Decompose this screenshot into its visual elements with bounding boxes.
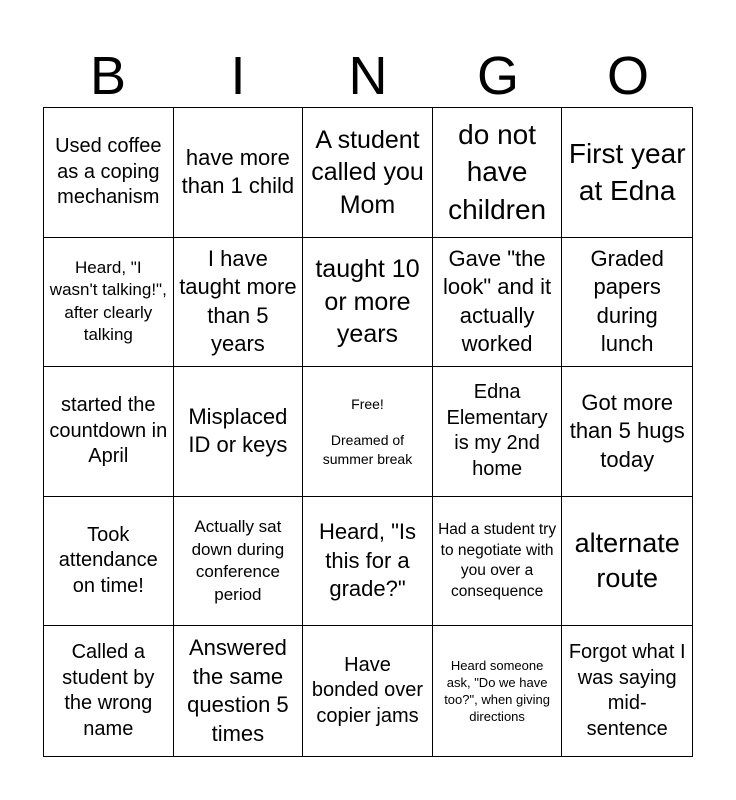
cell-text: Edna Elementary is my 2nd home <box>446 381 548 481</box>
cell-text: First year at Edna <box>568 137 686 207</box>
bingo-cell-r3-c1[interactable] <box>44 367 174 497</box>
bingo-cell-r5-c3[interactable] <box>303 626 433 756</box>
header-letter-i: I <box>230 46 246 106</box>
bingo-cell-r1-c1[interactable] <box>44 108 174 238</box>
cell-text: started the countdown in April <box>49 394 168 468</box>
header-letter-n: N <box>348 46 388 106</box>
bingo-cell-r4-c1[interactable] <box>44 497 174 627</box>
bingo-cell-r4-c3[interactable] <box>303 497 433 627</box>
bingo-cell-r4-c2[interactable] <box>174 497 304 627</box>
bingo-cell-r1-c2[interactable] <box>174 108 304 238</box>
cell-text: Forgot what I was saying mid-sentence <box>568 641 686 740</box>
cell-text: Graded papers during lunch <box>590 245 664 357</box>
header-letter-g: G <box>476 46 519 106</box>
cell-text: taught 10 or more years <box>315 255 420 349</box>
cell-text: Called a student by the wrong name <box>62 641 155 740</box>
bingo-cell-r1-c3[interactable] <box>303 108 433 238</box>
bingo-cell-r4-c4[interactable] <box>433 497 563 627</box>
cell-text: Actually sat down during conference period <box>191 517 285 604</box>
cell-text: Used coffee as a coping mechanism <box>55 134 162 209</box>
bingo-cell-r3-c4[interactable] <box>433 367 563 497</box>
bingo-cell-r1-c5[interactable] <box>562 108 692 238</box>
cell-text: Gave "the look" and it actually worked <box>443 245 552 357</box>
bingo-cell-r2-c2[interactable] <box>174 238 304 368</box>
cell-text: Have bonded over copier jams <box>311 653 424 727</box>
bingo-cell-r5-c1[interactable] <box>44 626 174 756</box>
cell-text: do not have children <box>448 118 547 226</box>
cell-text: Got more than 5 hugs today <box>569 389 685 472</box>
bingo-cell-r5-c4[interactable] <box>433 626 563 756</box>
cell-text: Heard someone ask, "Do we have too?", when giving directions <box>444 657 550 725</box>
bingo-cell-r2-c4[interactable] <box>433 238 563 368</box>
cell-text: alternate route <box>574 528 680 594</box>
bingo-cell-r3-c2[interactable] <box>174 367 304 497</box>
cell-text: Heard, "I wasn't talking!", after clearly talking <box>49 258 167 345</box>
cell-text: I have taught more than 5 years <box>179 245 297 357</box>
header-letter-o: O <box>606 46 649 106</box>
header-letter-b: B <box>89 46 127 106</box>
bingo-cell-r4-c5[interactable] <box>562 497 692 627</box>
bingo-board <box>43 107 693 757</box>
cell-text: A student called you Mom <box>311 125 424 219</box>
cell-text: Had a student try to negotiate with you over a consequence <box>438 521 557 600</box>
bingo-cell-r5-c2[interactable] <box>174 626 304 756</box>
bingo-cell-r1-c4[interactable] <box>433 108 563 238</box>
bingo-cell-r5-c5[interactable] <box>562 626 692 756</box>
cell-text: Misplaced ID or keys <box>188 403 288 458</box>
bingo-cell-r2-c1[interactable] <box>44 238 174 368</box>
bingo-cell-r3-c5[interactable] <box>562 367 692 497</box>
cell-text: Took attendance on time! <box>58 523 158 597</box>
bingo-cell-r2-c5[interactable] <box>562 238 692 368</box>
bingo-header <box>43 45 693 107</box>
cell-text: Answered the same question 5 times <box>187 635 289 746</box>
bingo-cell-r3-c3-free[interactable] <box>303 367 433 497</box>
bingo-cell-r2-c3[interactable] <box>303 238 433 368</box>
cell-text: have more than 1 child <box>181 144 295 199</box>
cell-text: Heard, "Is this for a grade?" <box>318 519 417 602</box>
cell-text: Free! Dreamed of summer break <box>322 395 413 467</box>
